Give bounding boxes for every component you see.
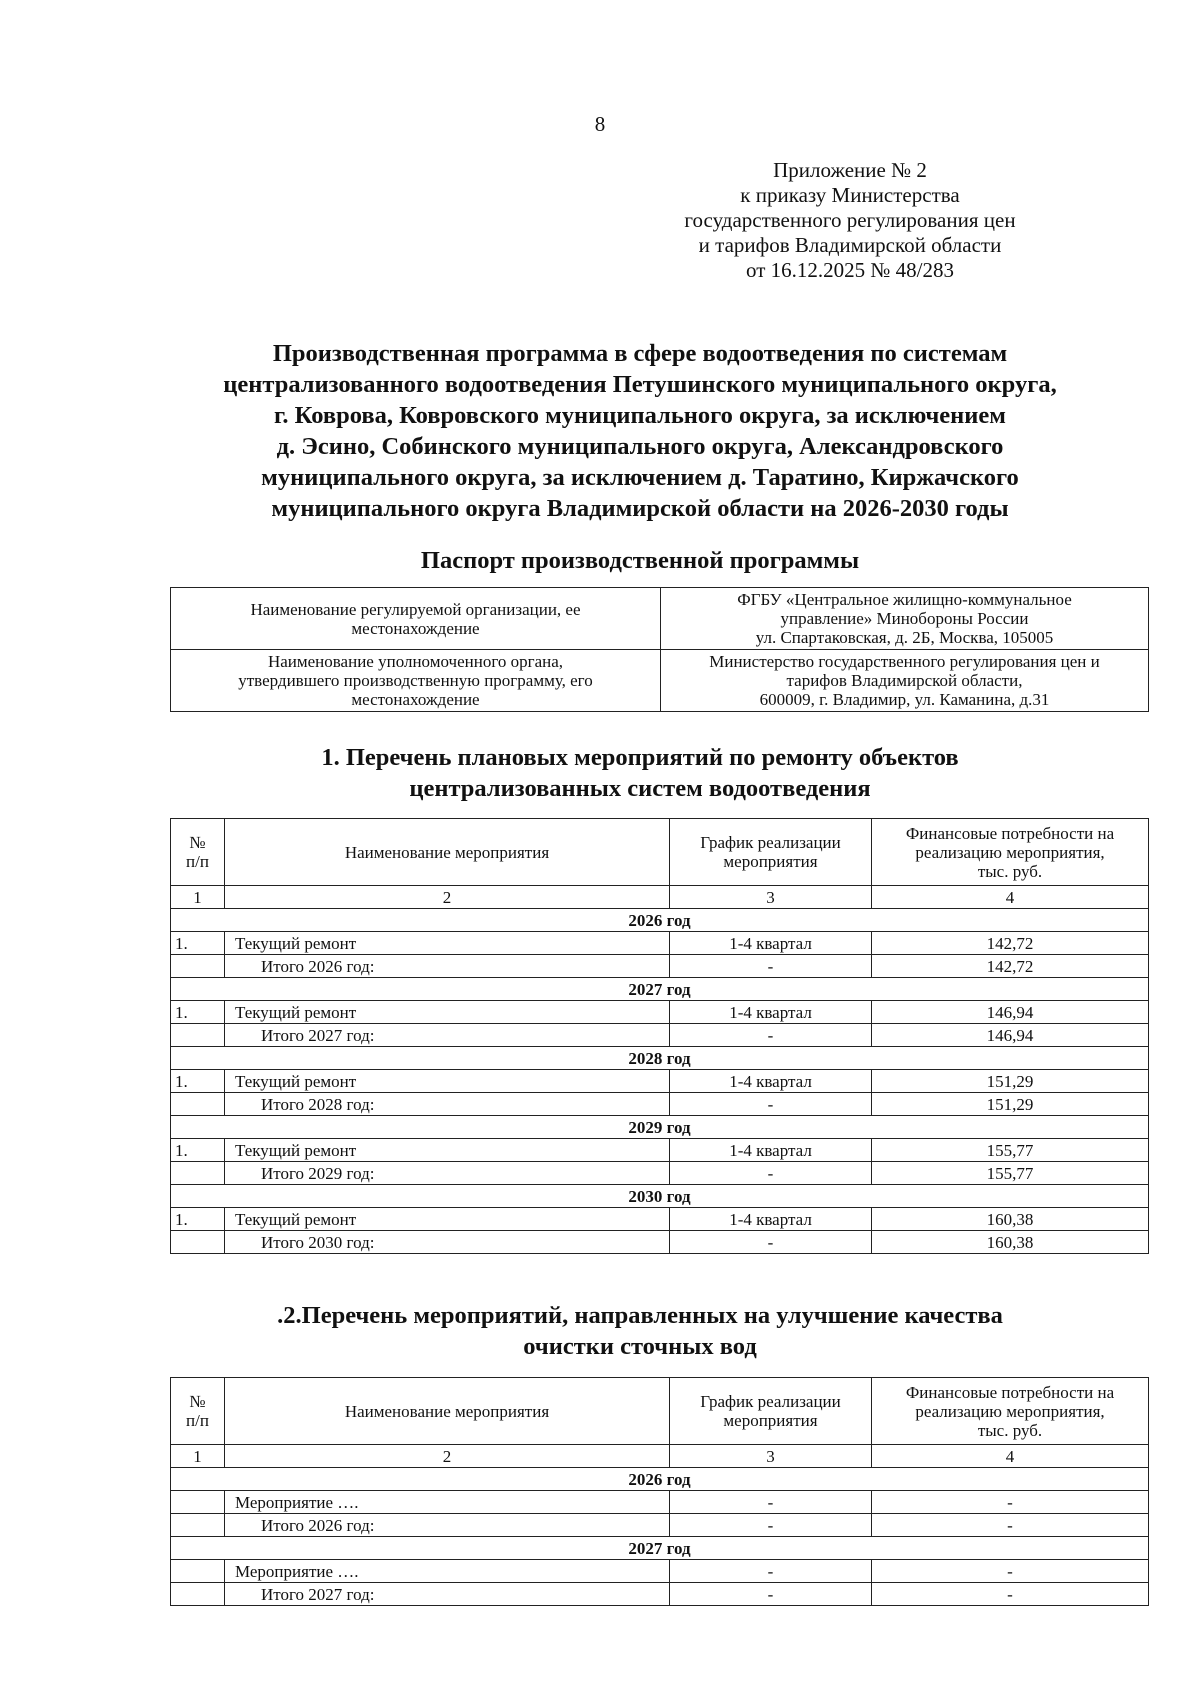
passport-row	[171, 588, 1149, 650]
table-row	[171, 1001, 1149, 1024]
appendix-line: Приложение № 2	[773, 158, 927, 182]
item-name: Мероприятие ….	[225, 1560, 670, 1583]
year-label: 2030 год	[171, 1185, 1149, 1208]
title-line: централизованного водоотведения Петушинского муниципального округа,	[223, 371, 1057, 398]
item-name: Текущий ремонт	[225, 1139, 670, 1162]
col-number: 1	[171, 1445, 225, 1468]
item-name: Текущий ремонт	[225, 1208, 670, 1231]
table-header-row	[171, 1378, 1149, 1445]
cell-line: ул. Спартаковская, д. 2Б, Москва, 105005	[755, 628, 1054, 647]
total-row	[171, 1231, 1149, 1254]
total-finance: 142,72	[872, 955, 1149, 978]
table-row	[171, 1208, 1149, 1231]
header-name: Наименование мероприятия	[225, 819, 670, 886]
total-row	[171, 1024, 1149, 1047]
header-finance	[872, 1378, 1149, 1445]
item-num: 1.	[171, 932, 225, 955]
total-label: Итого 2027 год:	[225, 1583, 670, 1606]
appendix-line: от 16.12.2025 № 48/283	[745, 258, 955, 282]
column-number-row	[171, 886, 1149, 909]
item-name: Текущий ремонт	[225, 1070, 670, 1093]
title-line: муниципального округа Владимирской области на 2026-2030 годы	[271, 495, 1009, 522]
total-schedule: -	[670, 1514, 872, 1537]
passport-row	[171, 650, 1149, 712]
item-schedule: 1-4 квартал	[670, 1070, 872, 1093]
total-num	[171, 1162, 225, 1185]
cell-line: тарифов Владимирской области,	[786, 671, 1023, 690]
header-name: Наименование мероприятия	[225, 1378, 670, 1445]
header-schedule	[670, 1378, 872, 1445]
col-number: 2	[225, 1445, 670, 1468]
col-number: 2	[225, 886, 670, 909]
total-label: Итого 2027 год:	[225, 1024, 670, 1047]
repair-plan-table	[170, 818, 1149, 1254]
cell-line: Министерство государственного регулирования цен и	[709, 652, 1100, 671]
section-title-line: очистки сточных вод	[523, 1333, 757, 1360]
section1-title	[150, 742, 1130, 804]
year-label: 2028 год	[171, 1047, 1149, 1070]
year-row	[171, 1468, 1149, 1491]
section2-title	[150, 1300, 1130, 1362]
total-finance: 155,77	[872, 1162, 1149, 1185]
total-finance: -	[872, 1583, 1149, 1606]
col-number: 1	[171, 886, 225, 909]
page-number: 8	[594, 112, 606, 136]
title-line: Производственная программа в сфере водоотведения по системам	[272, 340, 1008, 367]
year-label: 2026 год	[171, 909, 1149, 932]
passport-value-cell	[661, 588, 1149, 650]
item-schedule: 1-4 квартал	[670, 1208, 872, 1231]
table-row	[171, 1070, 1149, 1093]
item-schedule: 1-4 квартал	[670, 1139, 872, 1162]
item-name: Текущий ремонт	[225, 932, 670, 955]
cell-line: мероприятия	[723, 852, 818, 871]
total-schedule: -	[670, 1093, 872, 1116]
item-finance: 146,94	[872, 1001, 1149, 1024]
table-row	[171, 1560, 1149, 1583]
column-number-row	[171, 1445, 1149, 1468]
year-row	[171, 1537, 1149, 1560]
year-label: 2027 год	[171, 978, 1149, 1001]
item-finance: 155,77	[872, 1139, 1149, 1162]
cell-line: мероприятия	[723, 1411, 818, 1430]
header-finance	[872, 819, 1149, 886]
item-num	[171, 1491, 225, 1514]
cell-line: утвердившего производственную программу, его	[238, 671, 593, 690]
total-schedule: -	[670, 955, 872, 978]
item-schedule: 1-4 квартал	[670, 1001, 872, 1024]
item-finance: 160,38	[872, 1208, 1149, 1231]
total-num	[171, 1093, 225, 1116]
total-row	[171, 1583, 1149, 1606]
cell-line: местонахождение	[351, 618, 480, 638]
appendix-line: и тарифов Владимирской области	[698, 233, 1002, 257]
item-num: 1.	[171, 1070, 225, 1093]
passport-table	[170, 587, 1149, 712]
col-number: 4	[872, 886, 1149, 909]
cell-line: реализацию мероприятия,	[915, 1401, 1105, 1421]
year-row	[171, 1047, 1149, 1070]
appendix-block	[670, 158, 1030, 283]
total-finance: 160,38	[872, 1231, 1149, 1254]
section-title-line: 1. Перечень плановых мероприятий по ремонту объектов	[321, 744, 959, 771]
header-num	[171, 819, 225, 886]
total-label: Итого 2028 год:	[225, 1093, 670, 1116]
section-title-line: .2.Перечень мероприятий, направленных на улучшение качества	[277, 1302, 1003, 1329]
year-row	[171, 1185, 1149, 1208]
total-num	[171, 955, 225, 978]
title-line: д. Эсино, Собинского муниципального округа, Александровского	[276, 433, 1004, 460]
item-finance: 151,29	[872, 1070, 1149, 1093]
item-num: 1.	[171, 1139, 225, 1162]
table-row	[171, 1139, 1149, 1162]
cell-line: 600009, г. Владимир, ул. Каманина, д.31	[759, 690, 1050, 709]
col-number: 3	[670, 886, 872, 909]
header-num	[171, 1378, 225, 1445]
item-finance: -	[872, 1560, 1149, 1583]
title-line: муниципального округа, за исключением д. Таратино, Киржачского	[261, 464, 1019, 491]
passport-value-cell	[661, 650, 1149, 712]
cell-line: График реализации	[700, 833, 841, 852]
year-label: 2029 год	[171, 1116, 1149, 1139]
total-row	[171, 1162, 1149, 1185]
total-finance: 151,29	[872, 1093, 1149, 1116]
col-number: 3	[670, 1445, 872, 1468]
table-row	[171, 932, 1149, 955]
total-row	[171, 955, 1149, 978]
col-number: 4	[872, 1445, 1149, 1468]
item-schedule: -	[670, 1491, 872, 1514]
cell-line: Финансовые потребности на	[905, 823, 1115, 843]
cell-line: тыс. руб.	[977, 861, 1043, 881]
table-row	[171, 1491, 1149, 1514]
document-title	[150, 338, 1130, 524]
year-row	[171, 1116, 1149, 1139]
item-schedule: 1-4 квартал	[670, 932, 872, 955]
total-row	[171, 1093, 1149, 1116]
total-num	[171, 1583, 225, 1606]
cell-line: реализацию мероприятия,	[915, 842, 1105, 862]
total-row	[171, 1514, 1149, 1537]
cell-line: управление» Минобороны России	[780, 609, 1029, 628]
table-header-row	[171, 819, 1149, 886]
item-finance: -	[872, 1491, 1149, 1514]
total-label: Итого 2026 год:	[225, 1514, 670, 1537]
year-label: 2027 год	[171, 1537, 1149, 1560]
cell-line: Наименование регулируемой организации, ее	[250, 599, 581, 619]
year-row	[171, 978, 1149, 1001]
passport-title: Паспорт производственной программы	[420, 547, 860, 574]
item-name: Мероприятие ….	[225, 1491, 670, 1514]
item-finance: 142,72	[872, 932, 1149, 955]
item-schedule: -	[670, 1560, 872, 1583]
passport-label-cell	[171, 650, 661, 712]
total-finance: -	[872, 1514, 1149, 1537]
total-label: Итого 2030 год:	[225, 1231, 670, 1254]
year-label: 2026 год	[171, 1468, 1149, 1491]
total-schedule: -	[670, 1583, 872, 1606]
item-num: 1.	[171, 1208, 225, 1231]
cell-line: Финансовые потребности на	[905, 1382, 1115, 1402]
item-name: Текущий ремонт	[225, 1001, 670, 1024]
cell-line: местонахождение	[351, 690, 480, 709]
item-num	[171, 1560, 225, 1583]
year-row	[171, 909, 1149, 932]
total-num	[171, 1514, 225, 1537]
cell-line: График реализации	[700, 1392, 841, 1411]
cell-line: п/п	[186, 1411, 209, 1430]
cell-line: ФГБУ «Центральное жилищно-коммунальное	[737, 590, 1072, 609]
total-label: Итого 2029 год:	[225, 1162, 670, 1185]
total-schedule: -	[670, 1231, 872, 1254]
passport-label-cell	[171, 588, 661, 650]
appendix-line: к приказу Министерства	[740, 183, 960, 207]
cell-line: №	[189, 1392, 206, 1411]
appendix-line: государственного регулирования цен	[684, 208, 1016, 232]
item-num: 1.	[171, 1001, 225, 1024]
total-num	[171, 1024, 225, 1047]
cell-line: тыс. руб.	[977, 1420, 1043, 1440]
total-schedule: -	[670, 1162, 872, 1185]
total-num	[171, 1231, 225, 1254]
total-schedule: -	[670, 1024, 872, 1047]
cell-line: Наименование уполномоченного органа,	[267, 652, 564, 671]
cell-line: п/п	[186, 852, 209, 871]
quality-plan-table	[170, 1377, 1149, 1606]
title-line: г. Коврова, Ковровского муниципального округа, за исключением	[274, 402, 1006, 429]
cell-line: №	[189, 833, 206, 852]
total-label: Итого 2026 год:	[225, 955, 670, 978]
section-title-line: централизованных систем водоотведения	[409, 775, 871, 802]
header-schedule	[670, 819, 872, 886]
total-finance: 146,94	[872, 1024, 1149, 1047]
